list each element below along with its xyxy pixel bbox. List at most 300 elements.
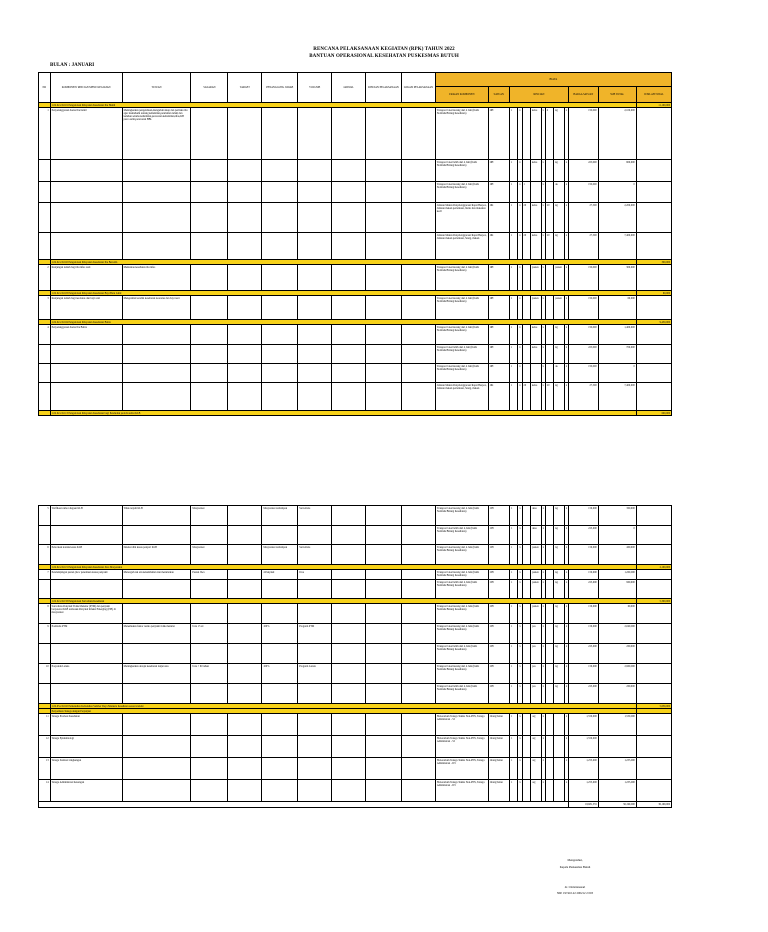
row-target bbox=[228, 364, 262, 383]
row-sub-total: 2,200,000 bbox=[598, 203, 636, 233]
row-rincian-part: x bbox=[541, 545, 545, 565]
row-penanggung-jawab bbox=[262, 383, 298, 411]
row-rincian-part bbox=[545, 580, 553, 599]
row-rincian-part: kelas bbox=[530, 233, 541, 260]
row-volume bbox=[298, 364, 332, 383]
row-rincian-pelaksanaan bbox=[366, 624, 402, 644]
row-rincian-part: x bbox=[564, 265, 568, 291]
row-rincian-part: kelas bbox=[530, 325, 541, 345]
row-lokasi bbox=[402, 714, 436, 736]
row-rincian-part: x bbox=[541, 325, 545, 345]
col-satuan: SATUAN bbox=[488, 87, 509, 103]
col-jadwal: JADWAL bbox=[332, 73, 366, 103]
row-uraian: Transport lokal lebih dari 4 Jam (DAK Nonfisik Bidang Kesehatan) bbox=[435, 160, 488, 182]
row-penanggung-jawab bbox=[262, 182, 298, 203]
row-tujuan: Mengetahui kondisi kesehatan neonatus dan bayi resti bbox=[122, 296, 191, 320]
row-rincian-part bbox=[545, 736, 553, 758]
row-lokasi bbox=[401, 182, 435, 203]
row-sub-total: 1,550,000 bbox=[598, 714, 636, 736]
row-jumlah bbox=[636, 780, 671, 802]
row-harga: 150,000 bbox=[569, 570, 599, 580]
row-penanggung-jawab bbox=[262, 160, 298, 182]
row-harga: 1,550,000 bbox=[569, 736, 599, 758]
row-rincian-part: kg bbox=[554, 570, 565, 580]
row-sub-total: 7,400,000 bbox=[598, 233, 636, 260]
row-rincian-part: x bbox=[564, 526, 568, 545]
row-rincian-part: ak bbox=[554, 364, 565, 383]
row-rincian-pelaksanaan bbox=[365, 108, 401, 160]
row-harga: 150,000 bbox=[569, 182, 599, 203]
row-target bbox=[228, 684, 262, 704]
section-row bbox=[39, 411, 672, 416]
row-rincian-part bbox=[522, 714, 530, 736]
row-target bbox=[228, 664, 262, 684]
row-rincian-part: 20 bbox=[545, 383, 553, 411]
row-penanggung-jawab: Masyarakat terdampak bbox=[262, 506, 298, 526]
row-rincian-part: 20 bbox=[545, 233, 553, 260]
row-lokasi bbox=[401, 325, 435, 345]
row-satuan: OK bbox=[488, 203, 509, 233]
row-target bbox=[228, 624, 262, 644]
row-no: 9 bbox=[39, 624, 51, 644]
row-rincian-part: 1 bbox=[509, 182, 517, 203]
row-sub-total: 1,255,000 bbox=[598, 758, 636, 780]
row-satuan: OH bbox=[488, 325, 509, 345]
row-rincian-part: kg bbox=[554, 506, 565, 526]
signature-position: Kepala Puskesmas Butuh bbox=[559, 865, 591, 869]
row-penanggung-jawab bbox=[262, 325, 298, 345]
row-satuan: OH bbox=[488, 345, 509, 364]
row-no bbox=[39, 383, 51, 411]
row-satuan: OH bbox=[488, 604, 509, 624]
row-uraian: Transport lokal kurang dari 4 Jam (DAK Nonfisik Bidang Kesehatan) bbox=[435, 506, 488, 526]
row-rincian-part: 1 bbox=[509, 604, 517, 624]
row-rincian-part bbox=[545, 526, 553, 545]
row-rincian-part: 1 bbox=[509, 203, 517, 233]
row-komponen: Kunjungan rumah bagi ibu nifas resti bbox=[50, 265, 122, 291]
row-rincian-part: desa bbox=[531, 526, 542, 545]
row-rincian-part: x bbox=[541, 182, 545, 203]
row-rincian-part bbox=[522, 780, 530, 802]
row-jumlah bbox=[636, 684, 671, 704]
row-lokasi bbox=[401, 203, 435, 233]
section-total: 600,000 bbox=[636, 411, 671, 416]
row-rincian-pelaksanaan bbox=[366, 570, 402, 580]
row-satuan: OK bbox=[488, 383, 509, 411]
row-sasaran bbox=[191, 644, 228, 664]
row-komponen bbox=[50, 644, 122, 664]
row-sub-total: 200,000 bbox=[598, 684, 636, 704]
row-penanggung-jawab bbox=[262, 644, 298, 664]
row-sasaran: Pasien Jiwa bbox=[191, 570, 228, 580]
row-rincian-part bbox=[522, 364, 530, 383]
row-komponen: Posyandu Lansia bbox=[50, 664, 122, 684]
row-rincian-part: x bbox=[541, 296, 545, 320]
row-target bbox=[228, 570, 262, 580]
row-harga: 150,000 bbox=[569, 108, 599, 160]
row-no: 12 bbox=[39, 736, 51, 758]
row-sub-total: 0 bbox=[598, 182, 636, 203]
section-title: 1.02.02.2.02.13 Pengelolaan Pelayanan Kesehatan bagi Penduduk pada Kondisi KLB bbox=[50, 411, 636, 416]
table-row bbox=[39, 736, 672, 758]
row-penanggung-jawab bbox=[262, 758, 298, 780]
row-rincian-part bbox=[545, 182, 553, 203]
row-harga: 27,500 bbox=[569, 233, 599, 260]
row-no bbox=[39, 364, 51, 383]
row-sasaran bbox=[191, 203, 228, 233]
row-rincian-part: x bbox=[518, 664, 522, 684]
row-rincian-part bbox=[554, 780, 565, 802]
row-tujuan bbox=[122, 780, 191, 802]
row-rincian-part: x bbox=[518, 624, 522, 644]
row-sub-total: 60,000 bbox=[598, 296, 636, 320]
row-rincian-pelaksanaan bbox=[365, 345, 401, 364]
row-rincian-part bbox=[522, 580, 530, 599]
row-rincian-part: 1 bbox=[509, 364, 517, 383]
row-uraian: Transport lokal kurang dari 4 Jam (DAK Nonfisik Bidang Kesehatan) bbox=[435, 325, 488, 345]
row-jadwal bbox=[332, 265, 366, 291]
row-rincian-part: x bbox=[518, 604, 522, 624]
row-rincian-part bbox=[545, 545, 553, 565]
row-rincian-part: 1 bbox=[509, 108, 517, 160]
row-lokasi bbox=[401, 233, 435, 260]
row-rincian-part: pasien bbox=[531, 604, 542, 624]
row-harga: 150,000 bbox=[569, 265, 599, 291]
row-penanggung-jawab bbox=[262, 345, 298, 364]
row-rincian-part: x bbox=[518, 684, 522, 704]
row-lokasi bbox=[401, 296, 435, 320]
row-sub-total: 300,000 bbox=[598, 265, 636, 291]
row-volume bbox=[298, 265, 332, 291]
row-volume bbox=[298, 644, 332, 664]
row-sub-total: 60,000 bbox=[598, 604, 636, 624]
row-jumlah bbox=[636, 325, 671, 345]
row-sub-total: 2,900,000 bbox=[598, 664, 636, 684]
col-sasaran: SASARAN bbox=[191, 73, 228, 103]
row-rincian-pelaksanaan bbox=[365, 182, 401, 203]
row-rincian-part bbox=[522, 296, 530, 320]
row-volume bbox=[298, 736, 332, 758]
row-rincian-part: kg bbox=[554, 203, 565, 233]
row-rincian-part: 1 bbox=[509, 714, 517, 736]
row-rincian-part: x bbox=[541, 604, 545, 624]
row-jumlah bbox=[636, 714, 671, 736]
row-rincian-pelaksanaan bbox=[365, 296, 401, 320]
col-volume: VOLUME bbox=[298, 73, 332, 103]
row-jumlah bbox=[636, 526, 671, 545]
row-lokasi bbox=[402, 580, 436, 599]
row-penanggung-jawab: 4 Penyakit bbox=[262, 570, 298, 580]
row-rincian-part: kg bbox=[554, 580, 565, 599]
row-rincian-pelaksanaan bbox=[366, 780, 402, 802]
row-jadwal bbox=[332, 624, 366, 644]
row-rincian-part: x bbox=[564, 545, 568, 565]
row-target bbox=[228, 345, 262, 364]
table-row bbox=[39, 780, 672, 802]
row-rincian-part: x bbox=[564, 506, 568, 526]
row-rincian-part: 1 bbox=[509, 383, 517, 411]
row-jadwal bbox=[332, 545, 366, 565]
row-komponen: Tenaga Epidemiologi bbox=[50, 736, 122, 758]
row-tujuan bbox=[122, 160, 191, 182]
row-rincian-part: kg bbox=[554, 233, 565, 260]
row-rincian-part: kg bbox=[554, 604, 565, 624]
row-rincian-part: x bbox=[541, 160, 545, 182]
row-satuan: Orang/bulan bbox=[488, 780, 509, 802]
row-rincian-part bbox=[545, 714, 553, 736]
row-uraian: Transport lokal kurang dari 4 Jam (DAK Nonfisik Bidang Kesehatan) bbox=[435, 182, 488, 203]
row-target bbox=[228, 203, 262, 233]
row-rincian-part: kelas bbox=[530, 383, 541, 411]
row-komponen: Pelacakan kontak kasus KLB bbox=[50, 545, 122, 565]
row-rincian-part bbox=[522, 545, 530, 565]
row-satuan: OH bbox=[488, 296, 509, 320]
row-rincian-part: 1 bbox=[509, 780, 517, 802]
row-rincian-part: x bbox=[564, 383, 568, 411]
row-uraian: Honorarium Tenaga Teknis Non-PNS, Tenaga Administrasi - SI bbox=[435, 714, 488, 736]
row-rincian-part: x bbox=[541, 570, 545, 580]
row-harga: 225,000 bbox=[569, 644, 599, 664]
row-rincian-pelaksanaan bbox=[365, 383, 401, 411]
row-rincian-part: pasien bbox=[531, 580, 542, 599]
row-rincian-part: x bbox=[564, 644, 568, 664]
row-sasaran bbox=[191, 580, 228, 599]
row-rincian-part: pos bbox=[531, 624, 542, 644]
row-komponen: Pendampingan pasien jiwa/ penemuan kasus penyakit bbox=[50, 570, 122, 580]
row-rincian-part: x bbox=[564, 160, 568, 182]
row-satuan: OH bbox=[488, 664, 509, 684]
row-target bbox=[228, 758, 262, 780]
row-satuan: OH bbox=[488, 364, 509, 383]
table-row bbox=[39, 604, 672, 624]
row-lokasi bbox=[402, 526, 436, 545]
row-jadwal bbox=[332, 644, 366, 664]
row-tujuan bbox=[122, 345, 191, 364]
row-satuan: Orang/bulan bbox=[488, 758, 509, 780]
row-volume bbox=[298, 160, 332, 182]
row-rincian-part: kg bbox=[554, 545, 565, 565]
row-sasaran bbox=[191, 383, 228, 411]
row-jadwal bbox=[332, 383, 366, 411]
section-title: 1.02.02.2.02.04 Pengelolaan Pelayanan Kesehatan Balita bbox=[50, 320, 636, 325]
row-jadwal bbox=[332, 526, 366, 545]
row-rincian-part: 1 bbox=[509, 580, 517, 599]
table-row bbox=[39, 364, 672, 383]
row-tujuan: Mencegah tak ada kekambuhan dan menularkan bbox=[122, 570, 191, 580]
row-jumlah bbox=[636, 506, 671, 526]
row-jadwal bbox=[332, 296, 366, 320]
row-sasaran bbox=[191, 325, 228, 345]
col-tujuan: TUJUAN bbox=[122, 73, 191, 103]
row-tujuan: Menemukan faktor resiko penyakit tidak menular bbox=[122, 624, 191, 644]
col-penanggung-jawab: PENANGGUNG JAWAB bbox=[262, 73, 298, 103]
row-volume: Program PTM bbox=[298, 624, 332, 644]
row-rincian-part: x bbox=[518, 780, 522, 802]
row-uraian: Honorarium Tenaga Teknis Non-PNS, Tenaga Administrasi - D3 bbox=[435, 758, 488, 780]
row-target bbox=[228, 383, 262, 411]
row-rincian-part bbox=[545, 758, 553, 780]
row-penanggung-jawab: 100% bbox=[262, 664, 298, 684]
section-title: 1.02.02.2.02.03 Pengelolaan Pelayanan Kesehatan Bayi Baru Lahir bbox=[50, 291, 636, 296]
row-rincian-part: 1 bbox=[509, 160, 517, 182]
col-target: TARGET bbox=[228, 73, 262, 103]
table-row bbox=[39, 714, 672, 736]
row-target bbox=[228, 545, 262, 565]
table-row bbox=[39, 296, 672, 320]
row-rincian-pelaksanaan bbox=[366, 684, 402, 704]
table-row bbox=[39, 345, 672, 364]
section-total: 60,000 bbox=[636, 291, 671, 296]
row-uraian: Transport lokal lebih dari 4 Jam (DAK Nonfisik Bidang Kesehatan) bbox=[435, 345, 488, 364]
section-title: Penyediaan Tenaga dengan Perjanjian bbox=[50, 709, 636, 714]
row-harga: 1,550,000 bbox=[569, 714, 599, 736]
table-row bbox=[39, 644, 672, 664]
row-rincian-part: pos bbox=[531, 664, 542, 684]
row-sub-total: 400,000 bbox=[598, 545, 636, 565]
row-satuan: OH bbox=[488, 265, 509, 291]
row-satuan: OH bbox=[488, 624, 509, 644]
row-rincian-part: kg bbox=[554, 526, 565, 545]
row-lokasi bbox=[402, 736, 436, 758]
col-harga: HARGA SATUAN bbox=[569, 87, 599, 103]
row-jumlah bbox=[636, 233, 671, 260]
row-satuan: OH bbox=[488, 644, 509, 664]
header-row-1 bbox=[39, 73, 672, 87]
row-volume bbox=[298, 526, 332, 545]
row-lokasi bbox=[402, 545, 436, 565]
row-rincian-part: kg bbox=[554, 160, 565, 182]
row-penanggung-jawab bbox=[262, 714, 298, 736]
row-jadwal bbox=[332, 664, 366, 684]
section-no bbox=[39, 411, 51, 416]
row-rincian-part: 1 bbox=[509, 684, 517, 704]
row-rincian-part: kelas bbox=[530, 108, 541, 160]
row-rincian-pelaksanaan bbox=[366, 545, 402, 565]
row-rincian-part: 1 bbox=[509, 545, 517, 565]
row-sub-total: 1,400,000 bbox=[598, 325, 636, 345]
table-row bbox=[39, 203, 672, 233]
row-harga: 150,000 bbox=[569, 325, 599, 345]
row-jumlah bbox=[636, 580, 671, 599]
row-komponen bbox=[50, 345, 122, 364]
col-rincian-pelaksanaan: RINCIAN PELAKSANAAN bbox=[365, 73, 401, 103]
row-rincian-pelaksanaan bbox=[366, 664, 402, 684]
row-uraian: Transport lokal kurang dari 4 Jam (DAK Nonfisik Bidang Kesehatan) bbox=[435, 545, 488, 565]
row-rincian-part: x bbox=[518, 325, 522, 345]
row-rincian-part: org bbox=[531, 780, 542, 802]
row-satuan: OK bbox=[488, 233, 509, 260]
row-no bbox=[39, 580, 51, 599]
row-rincian-part: x bbox=[564, 664, 568, 684]
row-no: 2 bbox=[39, 265, 51, 291]
row-no: 14 bbox=[39, 780, 51, 802]
row-volume bbox=[298, 325, 332, 345]
row-tujuan bbox=[122, 644, 191, 664]
row-rincian-part: x bbox=[564, 345, 568, 364]
row-lokasi bbox=[402, 780, 436, 802]
row-rincian-part: 1 bbox=[509, 664, 517, 684]
row-jadwal bbox=[332, 580, 366, 599]
grand-total-row bbox=[39, 802, 672, 808]
signature-knowing: Mengetahui, bbox=[567, 858, 583, 862]
row-no: 3 bbox=[39, 296, 51, 320]
row-satuan: OH bbox=[488, 506, 509, 526]
row-sasaran bbox=[191, 160, 228, 182]
row-rincian-part: x bbox=[518, 526, 522, 545]
row-uraian: Transport lokal lebih dari 4 Jam (DAK Nonfisik Bidang Kesehatan) bbox=[435, 580, 488, 599]
table-row bbox=[39, 758, 672, 780]
row-rincian-part: pasien bbox=[554, 296, 565, 320]
row-satuan: OH bbox=[488, 526, 509, 545]
row-sasaran bbox=[191, 108, 228, 160]
row-rincian-part: ak bbox=[554, 182, 565, 203]
row-volume bbox=[298, 296, 332, 320]
row-rincian-part: x bbox=[564, 570, 568, 580]
row-sasaran bbox=[191, 345, 228, 364]
row-lokasi bbox=[401, 364, 435, 383]
row-target bbox=[228, 296, 262, 320]
row-harga: 225,000 bbox=[569, 345, 599, 364]
row-rincian-part bbox=[522, 526, 530, 545]
row-rincian-part: kg bbox=[554, 345, 565, 364]
row-jadwal bbox=[332, 364, 366, 383]
row-volume: Surveilans bbox=[298, 545, 332, 565]
rpk-table-page2 bbox=[38, 505, 672, 808]
row-tujuan bbox=[122, 736, 191, 758]
row-target bbox=[228, 265, 262, 291]
row-rincian-pelaksanaan bbox=[365, 325, 401, 345]
row-satuan: OH bbox=[488, 684, 509, 704]
row-jumlah bbox=[636, 345, 671, 364]
section-title: 1.02.03.2.02.02 Pemenuhan Kebutuhan Sumber Daya Manusia Kesehatan sesuai standar bbox=[50, 704, 636, 709]
row-sub-total: 2,100,000 bbox=[598, 108, 636, 160]
row-rincian-part: 1 bbox=[509, 345, 517, 364]
row-uraian: Jamuan Makan Penyelenggaraan Rapat Bespoz, Jamuan makan pertemuan, Snaig, makan bbox=[435, 383, 488, 411]
row-tujuan: Deteksi dini kasus penyert KLB bbox=[122, 545, 191, 565]
row-rincian-part: x bbox=[541, 506, 545, 526]
row-lokasi bbox=[401, 108, 435, 160]
row-no: 13 bbox=[39, 758, 51, 780]
row-sub-total: 700,000 bbox=[598, 345, 636, 364]
row-rincian-part: x bbox=[564, 108, 568, 160]
row-jumlah bbox=[636, 570, 671, 580]
row-sub-total: 900,000 bbox=[598, 160, 636, 182]
row-uraian: Honorarium Tenaga Teknis Non-PNS, Tenaga Administrasi - D3 bbox=[435, 780, 488, 802]
col-biaya: BIAYA bbox=[435, 73, 671, 87]
row-jadwal bbox=[332, 182, 366, 203]
row-sasaran: Usia 15 sd bbox=[191, 624, 228, 644]
row-rincian-part: x bbox=[518, 345, 522, 364]
col-uraian: URAIAN KOMPONEN bbox=[435, 87, 488, 103]
row-rincian-part: pasien bbox=[531, 570, 542, 580]
row-uraian: Transport lokal kurang dari 4 Jam (DAK Nonfisik Bidang Kesehatan) bbox=[435, 265, 488, 291]
row-volume: Jiwa bbox=[298, 570, 332, 580]
row-uraian: Transport lokal kurang dari 4 Jam (DAK Nonfisik Bidang Kesehatan) bbox=[435, 624, 488, 644]
row-sub-total: 2,040,000 bbox=[598, 624, 636, 644]
row-rincian-part: x bbox=[564, 714, 568, 736]
col-lokasi: LOKASI PELAKSANAAN bbox=[401, 73, 435, 103]
row-rincian-part: 1 bbox=[509, 325, 517, 345]
row-rincian-part: x bbox=[564, 684, 568, 704]
row-rincian-part: x bbox=[518, 265, 522, 291]
section-total: 5,639,000 bbox=[636, 704, 671, 709]
row-rincian-part: x bbox=[564, 580, 568, 599]
row-penanggung-jawab bbox=[262, 736, 298, 758]
row-jadwal bbox=[332, 325, 366, 345]
row-rincian-part: x bbox=[518, 580, 522, 599]
row-target bbox=[228, 644, 262, 664]
rpk-table-page1 bbox=[38, 72, 672, 416]
